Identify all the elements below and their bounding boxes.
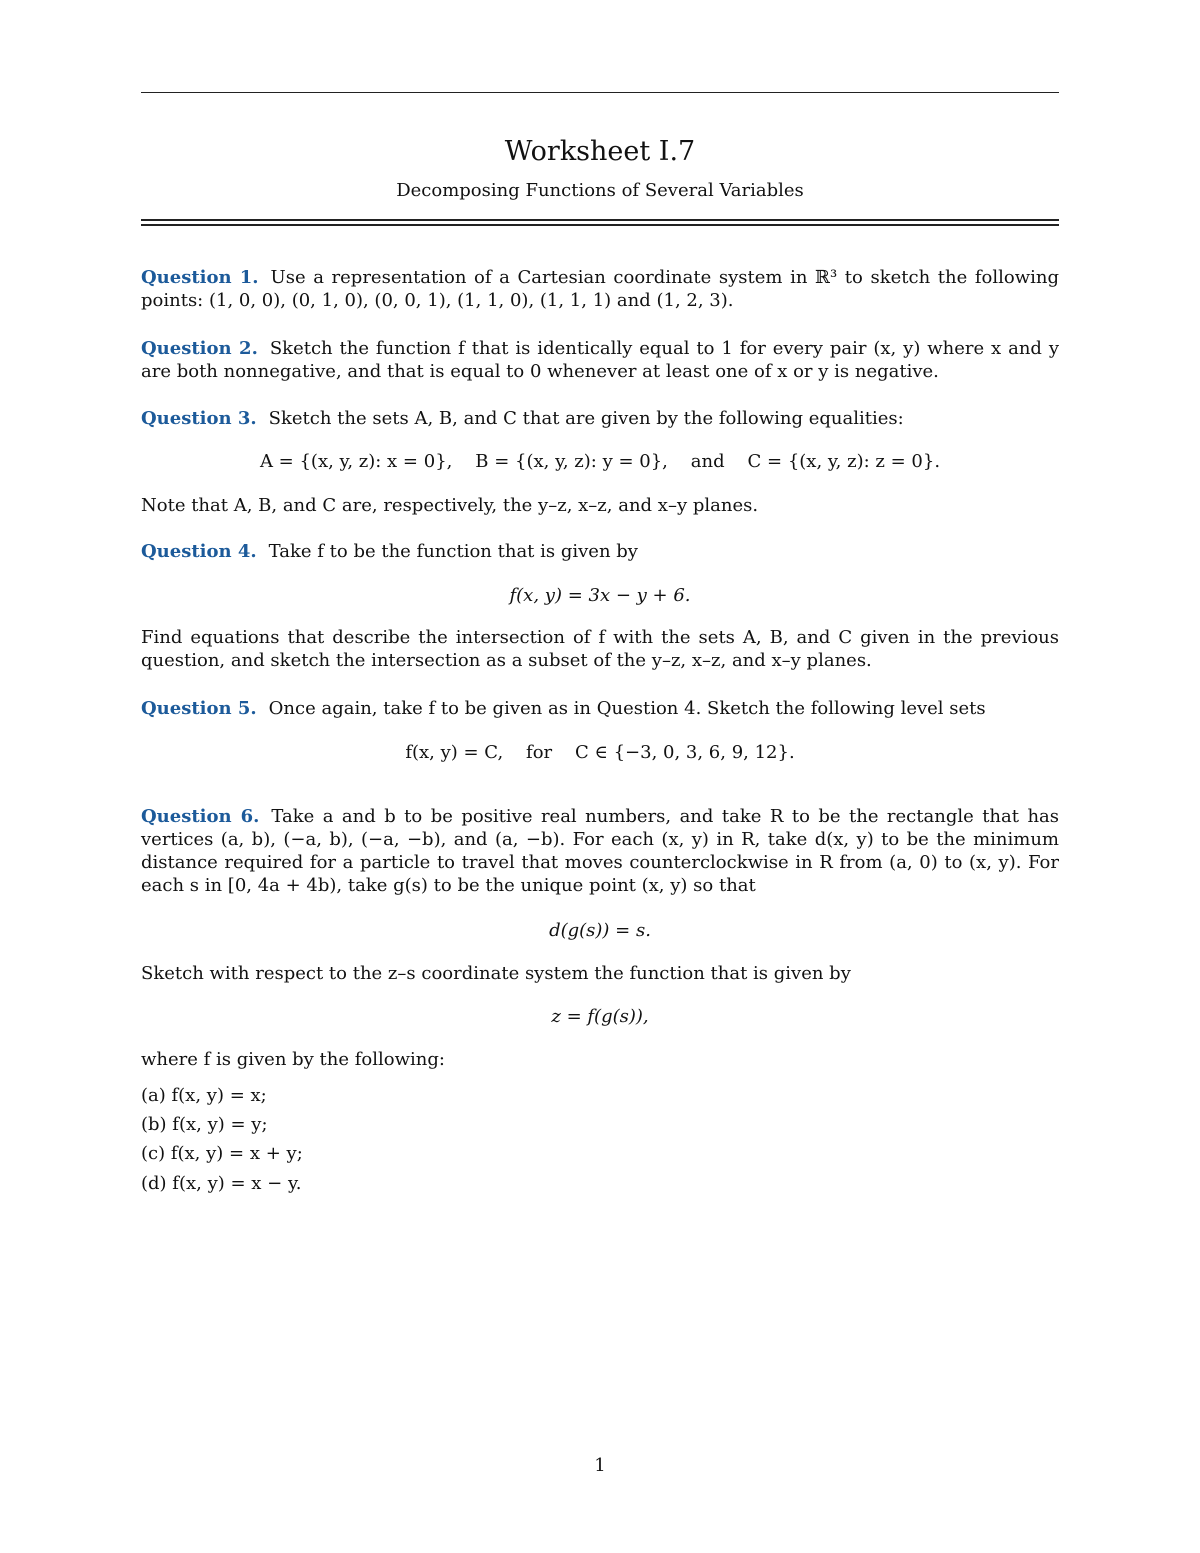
question-5-label: Question 5. <box>141 698 257 719</box>
question-4-text: Take f to be the function that is given by <box>268 541 638 562</box>
question-4-after: Find equations that describe the intersection of f with the sets A, B, and C given in the previous question, and sketch the intersection as a subset of the y–z, x–z, and x–y planes. <box>141 627 1059 671</box>
question-1-text: Use a representation of a Cartesian coordinate system in ℝ³ to sketch the following points: (1, 0, 0), (0, 1, 0), (0, 0, 1), (1, 1, 0), (1, 1, 1) and (1, 2, 3). <box>141 267 1059 311</box>
question-6-middle: Sketch with respect to the z–s coordinate system the function that is given by <box>141 963 851 984</box>
question-6-display-1: d(g(s)) = s. <box>549 920 651 941</box>
question-5 <box>141 697 1059 720</box>
question-3-display: A = {(x, y, z): x = 0}, B = {(x, y, z): y = 0}, and C = {(x, y, z): z = 0}. <box>259 451 941 472</box>
question-6-item-b: (b) f(x, y) = y; <box>141 1114 268 1135</box>
page-number: 1 <box>594 1455 606 1476</box>
question-3-note: Note that A, B, and C are, respectively, the y–z, x–z, and x–y planes. <box>141 495 759 516</box>
question-3-label: Question 3. <box>141 408 257 429</box>
question-6-item-c: (c) f(x, y) = x + y; <box>141 1143 303 1164</box>
question-6-label: Question 6. <box>141 806 260 827</box>
question-6-display-2: z = f(g(s)), <box>551 1006 649 1027</box>
question-6-item-d: (d) f(x, y) = x − y. <box>141 1173 302 1194</box>
question-2-text: Sketch the function f that is identically equal to 1 for every pair (x, y) where x and y are both nonnegative, and that is equal to 0 whenever at least one of x or y is negative. <box>141 338 1060 382</box>
question-5-text: Once again, take f to be given as in Question 4. Sketch the following level sets <box>268 698 986 719</box>
question-1 <box>141 266 1059 312</box>
top-rule <box>141 92 1059 93</box>
question-6-item-a: (a) f(x, y) = x; <box>141 1085 267 1106</box>
question-1-label: Question 1. <box>141 267 259 288</box>
question-2 <box>141 337 1059 383</box>
question-6-where: where f is given by the following: <box>141 1049 445 1070</box>
worksheet-subtitle: Decomposing Functions of Several Variables <box>396 180 804 201</box>
question-4-label: Question 4. <box>141 541 257 562</box>
question-2-label: Question 2. <box>141 338 258 359</box>
question-3 <box>141 407 1059 430</box>
question-4-display: f(x, y) = 3x − y + 6. <box>509 585 691 606</box>
question-4 <box>141 540 1059 563</box>
question-6 <box>141 805 1059 897</box>
title-double-rule-bottom <box>141 224 1059 226</box>
question-6-text: Take a and b to be positive real numbers, and take R to be the rectangle that has vertices (a, b), (−a, b), (−a, −b), and (a, −b). For each (x, y) in R, take d(x, y) to be the minimum distance required for a particle to travel that moves counterclockwise in R from (a, 0) to (x, y). For each s in [0, 4a + 4b), take g(s) to be the unique point (x, y) so that <box>141 806 1060 896</box>
title-double-rule-top <box>141 219 1059 221</box>
worksheet-title: Worksheet I.7 <box>504 136 696 167</box>
question-5-display: f(x, y) = C, for C ∈ {−3, 0, 3, 6, 9, 12}. <box>405 742 795 763</box>
question-3-text: Sketch the sets A, B, and C that are given by the following equalities: <box>268 408 904 429</box>
